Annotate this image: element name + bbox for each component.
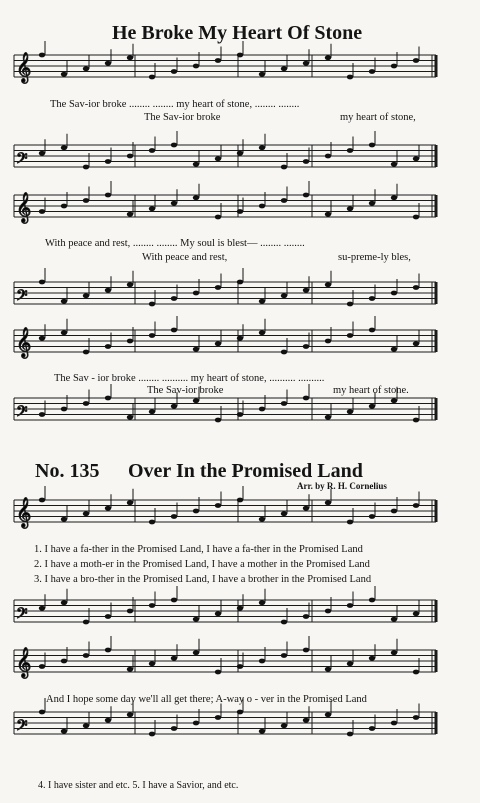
notehead: [127, 712, 133, 717]
lyric-line: The Sav-ior broke: [144, 112, 221, 123]
notehead: [127, 667, 133, 672]
notehead: [281, 401, 287, 406]
verse-line: 1. I have a fa-ther in the Promised Land, I have a fa-ther in the Promised Land: [34, 544, 363, 555]
notehead: [149, 302, 155, 307]
notehead: [61, 659, 67, 664]
notehead: [127, 212, 133, 217]
notehead: [281, 511, 287, 516]
notehead: [237, 209, 243, 214]
notehead: [39, 710, 45, 715]
notehead: [347, 206, 353, 211]
notehead: [83, 620, 89, 625]
notehead: [215, 418, 221, 423]
notehead: [347, 409, 353, 414]
notehead: [105, 506, 111, 511]
notehead: [369, 598, 375, 603]
notehead: [369, 296, 375, 301]
notehead: [281, 165, 287, 170]
notehead: [413, 670, 419, 675]
notehead: [215, 503, 221, 508]
hymn-number: No. 135: [35, 460, 100, 482]
notehead: [347, 661, 353, 666]
notehead: [325, 212, 331, 217]
notehead: [83, 198, 89, 203]
notehead: [83, 66, 89, 71]
notehead: [237, 151, 243, 156]
notehead: [237, 336, 243, 341]
hymn-title: He Broke My Heart Of Stone: [112, 22, 363, 44]
notehead: [83, 653, 89, 658]
lyric-line: The Sav-ior broke ........ ........ my heart of stone, ........ ........: [50, 99, 300, 110]
verse-line: 2. I have a moth-er in the Promised Land, I have a mother in the Promised Land: [34, 559, 370, 570]
notehead: [413, 503, 419, 508]
hymn-title: Over In the Promised Land: [128, 460, 363, 482]
notehead: [127, 55, 133, 60]
notehead: [347, 75, 353, 80]
notehead: [193, 650, 199, 655]
notehead: [127, 609, 133, 614]
notehead: [237, 53, 243, 58]
notehead: [149, 148, 155, 153]
notehead: [127, 154, 133, 159]
notehead: [193, 195, 199, 200]
notehead: [127, 339, 133, 344]
notehead: [303, 159, 309, 164]
notehead: [369, 328, 375, 333]
notehead: [39, 151, 45, 156]
bass-clef-icon: 𝄢: [16, 605, 28, 626]
notehead: [391, 650, 397, 655]
notehead: [61, 330, 67, 335]
notehead: [39, 280, 45, 285]
notehead: [215, 58, 221, 63]
notehead: [149, 333, 155, 338]
notehead: [413, 285, 419, 290]
notehead: [259, 204, 265, 209]
bass-clef-icon: 𝄢: [16, 403, 28, 424]
notehead: [303, 614, 309, 619]
notehead: [39, 412, 45, 417]
notehead: [171, 598, 177, 603]
notehead: [127, 282, 133, 287]
notehead: [39, 336, 45, 341]
lyric-line: my heart of stone.: [333, 385, 409, 396]
notehead: [325, 339, 331, 344]
notehead: [61, 299, 67, 304]
notehead: [413, 418, 419, 423]
notehead: [303, 396, 309, 401]
notehead: [303, 718, 309, 723]
bass-clef-icon: 𝄢: [16, 287, 28, 308]
notehead: [325, 154, 331, 159]
notehead: [391, 291, 397, 296]
notehead: [149, 603, 155, 608]
notehead: [369, 201, 375, 206]
bass-clef-icon: 𝄢: [16, 150, 28, 171]
treble-clef-icon: 𝄞: [16, 193, 32, 223]
notehead: [215, 215, 221, 220]
notehead: [303, 61, 309, 66]
notehead: [281, 293, 287, 298]
notehead: [347, 148, 353, 153]
notehead: [413, 156, 419, 161]
notehead: [171, 143, 177, 148]
notehead: [413, 58, 419, 63]
notehead: [237, 710, 243, 715]
lyric-line: su-preme-ly bles,: [338, 252, 411, 263]
notehead: [83, 511, 89, 516]
notehead: [61, 204, 67, 209]
notehead: [171, 514, 177, 519]
notehead: [413, 715, 419, 720]
notehead: [325, 282, 331, 287]
notehead: [303, 288, 309, 293]
notehead: [215, 341, 221, 346]
treble-clef-icon: 𝄞: [16, 648, 32, 678]
notehead: [193, 509, 199, 514]
notehead: [105, 648, 111, 653]
notehead: [193, 64, 199, 69]
notehead: [193, 617, 199, 622]
notehead: [39, 664, 45, 669]
lyric-line: With peace and rest,: [142, 252, 228, 263]
notehead: [303, 193, 309, 198]
notehead: [347, 732, 353, 737]
treble-clef-icon: 𝄞: [16, 328, 32, 358]
notehead: [259, 330, 265, 335]
bass-clef-icon: 𝄢: [16, 717, 28, 738]
notehead: [215, 285, 221, 290]
notehead: [259, 407, 265, 412]
notehead: [303, 648, 309, 653]
notehead: [171, 404, 177, 409]
notehead: [105, 61, 111, 66]
notehead: [347, 302, 353, 307]
notehead: [391, 195, 397, 200]
notehead: [369, 726, 375, 731]
notehead: [413, 341, 419, 346]
lyric-line: The Sav-ior broke: [147, 385, 224, 396]
notehead: [281, 198, 287, 203]
notehead: [215, 715, 221, 720]
notehead: [281, 66, 287, 71]
notehead: [39, 53, 45, 58]
notehead: [259, 659, 265, 664]
notehead: [105, 159, 111, 164]
notehead: [61, 729, 67, 734]
notehead: [171, 201, 177, 206]
notehead: [237, 412, 243, 417]
notehead: [281, 350, 287, 355]
notehead: [325, 415, 331, 420]
notehead: [237, 606, 243, 611]
notehead: [105, 344, 111, 349]
arranger-credit: Arr. by R. H. Cornelius: [297, 481, 387, 491]
notehead: [149, 661, 155, 666]
treble-clef-icon: 𝄞: [16, 498, 32, 528]
notehead: [215, 611, 221, 616]
notehead: [391, 509, 397, 514]
notehead: [39, 498, 45, 503]
notehead: [259, 729, 265, 734]
notehead: [259, 517, 265, 522]
refrain-line: And I hope some day we'll all get there; A-way o - ver in the Promised Land: [46, 694, 367, 705]
notehead: [369, 404, 375, 409]
notehead: [391, 347, 397, 352]
notehead: [259, 72, 265, 77]
notehead: [83, 401, 89, 406]
notehead: [105, 614, 111, 619]
notehead: [105, 288, 111, 293]
notehead: [193, 291, 199, 296]
notehead: [281, 653, 287, 658]
notehead: [325, 609, 331, 614]
notehead: [149, 409, 155, 414]
notehead: [259, 299, 265, 304]
notehead: [237, 280, 243, 285]
notehead: [325, 667, 331, 672]
notehead: [171, 726, 177, 731]
notehead: [61, 145, 67, 150]
notehead: [325, 55, 331, 60]
notehead: [61, 600, 67, 605]
notehead: [83, 350, 89, 355]
notehead: [325, 712, 331, 717]
notehead: [259, 600, 265, 605]
notehead: [391, 721, 397, 726]
notehead: [215, 670, 221, 675]
footnote: 4. I have sister and etc. 5. I have a Savior, and etc.: [38, 780, 239, 791]
notehead: [149, 75, 155, 80]
notehead: [149, 206, 155, 211]
notehead: [391, 617, 397, 622]
notehead: [369, 143, 375, 148]
notehead: [215, 156, 221, 161]
notehead: [281, 723, 287, 728]
notehead: [171, 656, 177, 661]
notehead: [347, 603, 353, 608]
lyric-line: With peace and rest, ........ ........ My soul is blest— ........ ........: [45, 238, 305, 249]
notehead: [193, 721, 199, 726]
notehead: [391, 398, 397, 403]
notehead: [391, 64, 397, 69]
lyric-line: my heart of stone,: [340, 112, 416, 123]
notehead: [83, 723, 89, 728]
notehead: [105, 396, 111, 401]
notehead: [259, 145, 265, 150]
treble-clef-icon: 𝄞: [16, 53, 32, 83]
notehead: [369, 69, 375, 74]
notehead: [171, 328, 177, 333]
notehead: [369, 656, 375, 661]
notehead: [61, 517, 67, 522]
notehead: [347, 520, 353, 525]
notehead: [281, 620, 287, 625]
notehead: [193, 162, 199, 167]
notehead: [237, 664, 243, 669]
notehead: [347, 333, 353, 338]
notehead: [61, 407, 67, 412]
notehead: [61, 72, 67, 77]
verse-line: 3. I have a bro-ther in the Promised Land, I have a brother in the Promised Land: [34, 574, 372, 585]
notehead: [39, 209, 45, 214]
notehead: [413, 611, 419, 616]
notehead: [105, 193, 111, 198]
notehead: [369, 514, 375, 519]
notehead: [127, 415, 133, 420]
notehead: [303, 344, 309, 349]
notehead: [149, 520, 155, 525]
notehead: [83, 165, 89, 170]
notehead: [83, 293, 89, 298]
notehead: [325, 500, 331, 505]
notehead: [303, 506, 309, 511]
notehead: [149, 732, 155, 737]
notehead: [171, 296, 177, 301]
notehead: [171, 69, 177, 74]
notehead: [39, 606, 45, 611]
notehead: [413, 215, 419, 220]
notehead: [193, 347, 199, 352]
notehead: [193, 398, 199, 403]
lyric-line: The Sav - ior broke ........ .......... my heart of stone, .......... ..........: [54, 373, 325, 384]
notehead: [127, 500, 133, 505]
notehead: [391, 162, 397, 167]
notehead: [105, 718, 111, 723]
notehead: [237, 498, 243, 503]
